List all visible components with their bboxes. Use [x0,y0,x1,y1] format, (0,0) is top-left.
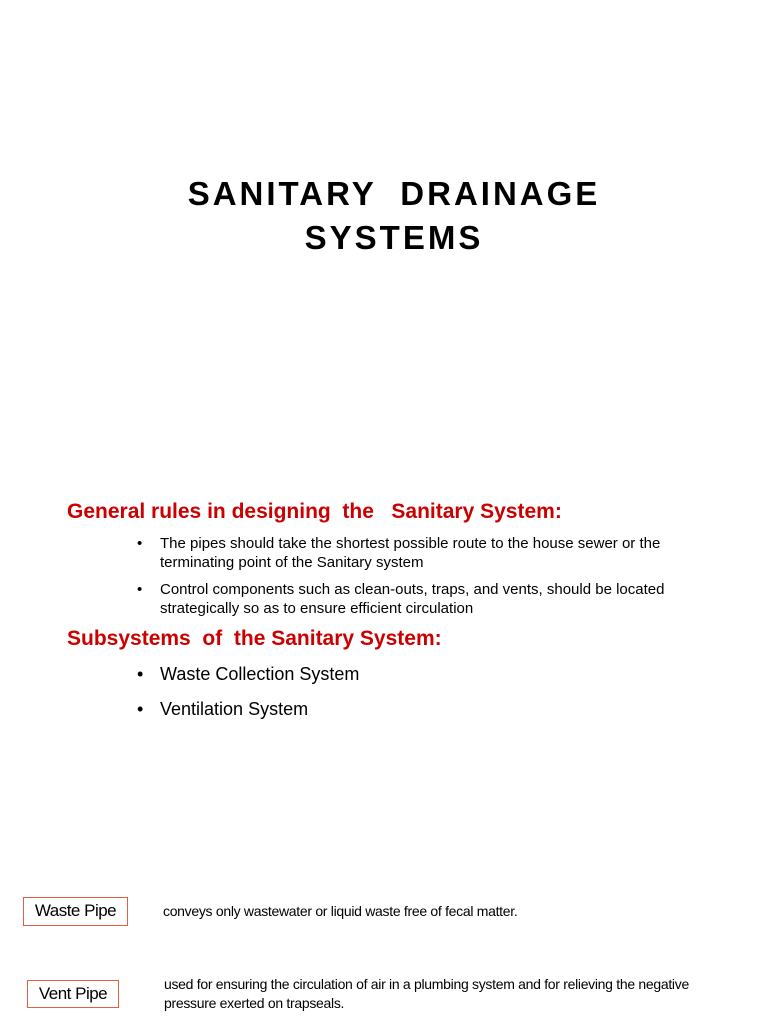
waste-pipe-label-box: Waste Pipe [23,897,128,926]
waste-pipe-definition: conveys only wastewater or liquid waste free of fecal matter. [163,903,518,919]
subsystems-list [137,662,359,732]
bullet-icon: • [137,664,144,684]
slide-title-line-1: SANITARY DRAINAGE [187,175,601,212]
general-rules-heading: General rules in designing the Sanitary System: [67,500,562,523]
bullet-icon: • [137,699,144,719]
subsystems-heading: Subsystems of the Sanitary System: [67,627,442,650]
vent-pipe-definition: used for ensuring the circulation of air in a plumbing system and for relieving the negative pressure exerted on trapseals. [164,976,689,1011]
list-item [137,580,717,618]
list-item-text: Ventilation System [160,699,309,719]
list-item [137,534,717,572]
list-item [137,697,359,721]
list-item-text: Control components such as clean-outs, traps, and vents, should be located strategically so as to ensure efficient circulation [160,581,665,617]
list-item [137,662,359,686]
vent-pipe-label-box: Vent Pipe [27,980,119,1008]
slide-title [0,172,768,260]
bullet-icon: • [137,581,143,598]
bullet-icon: • [137,535,143,552]
general-rules-list [137,534,717,626]
list-item-text: Waste Collection System [160,664,360,684]
list-item-text: The pipes should take the shortest possible route to the house sewer or the terminating point of the Sanitary system [160,535,661,571]
slide-title-line-2: SYSTEMS [304,219,484,256]
